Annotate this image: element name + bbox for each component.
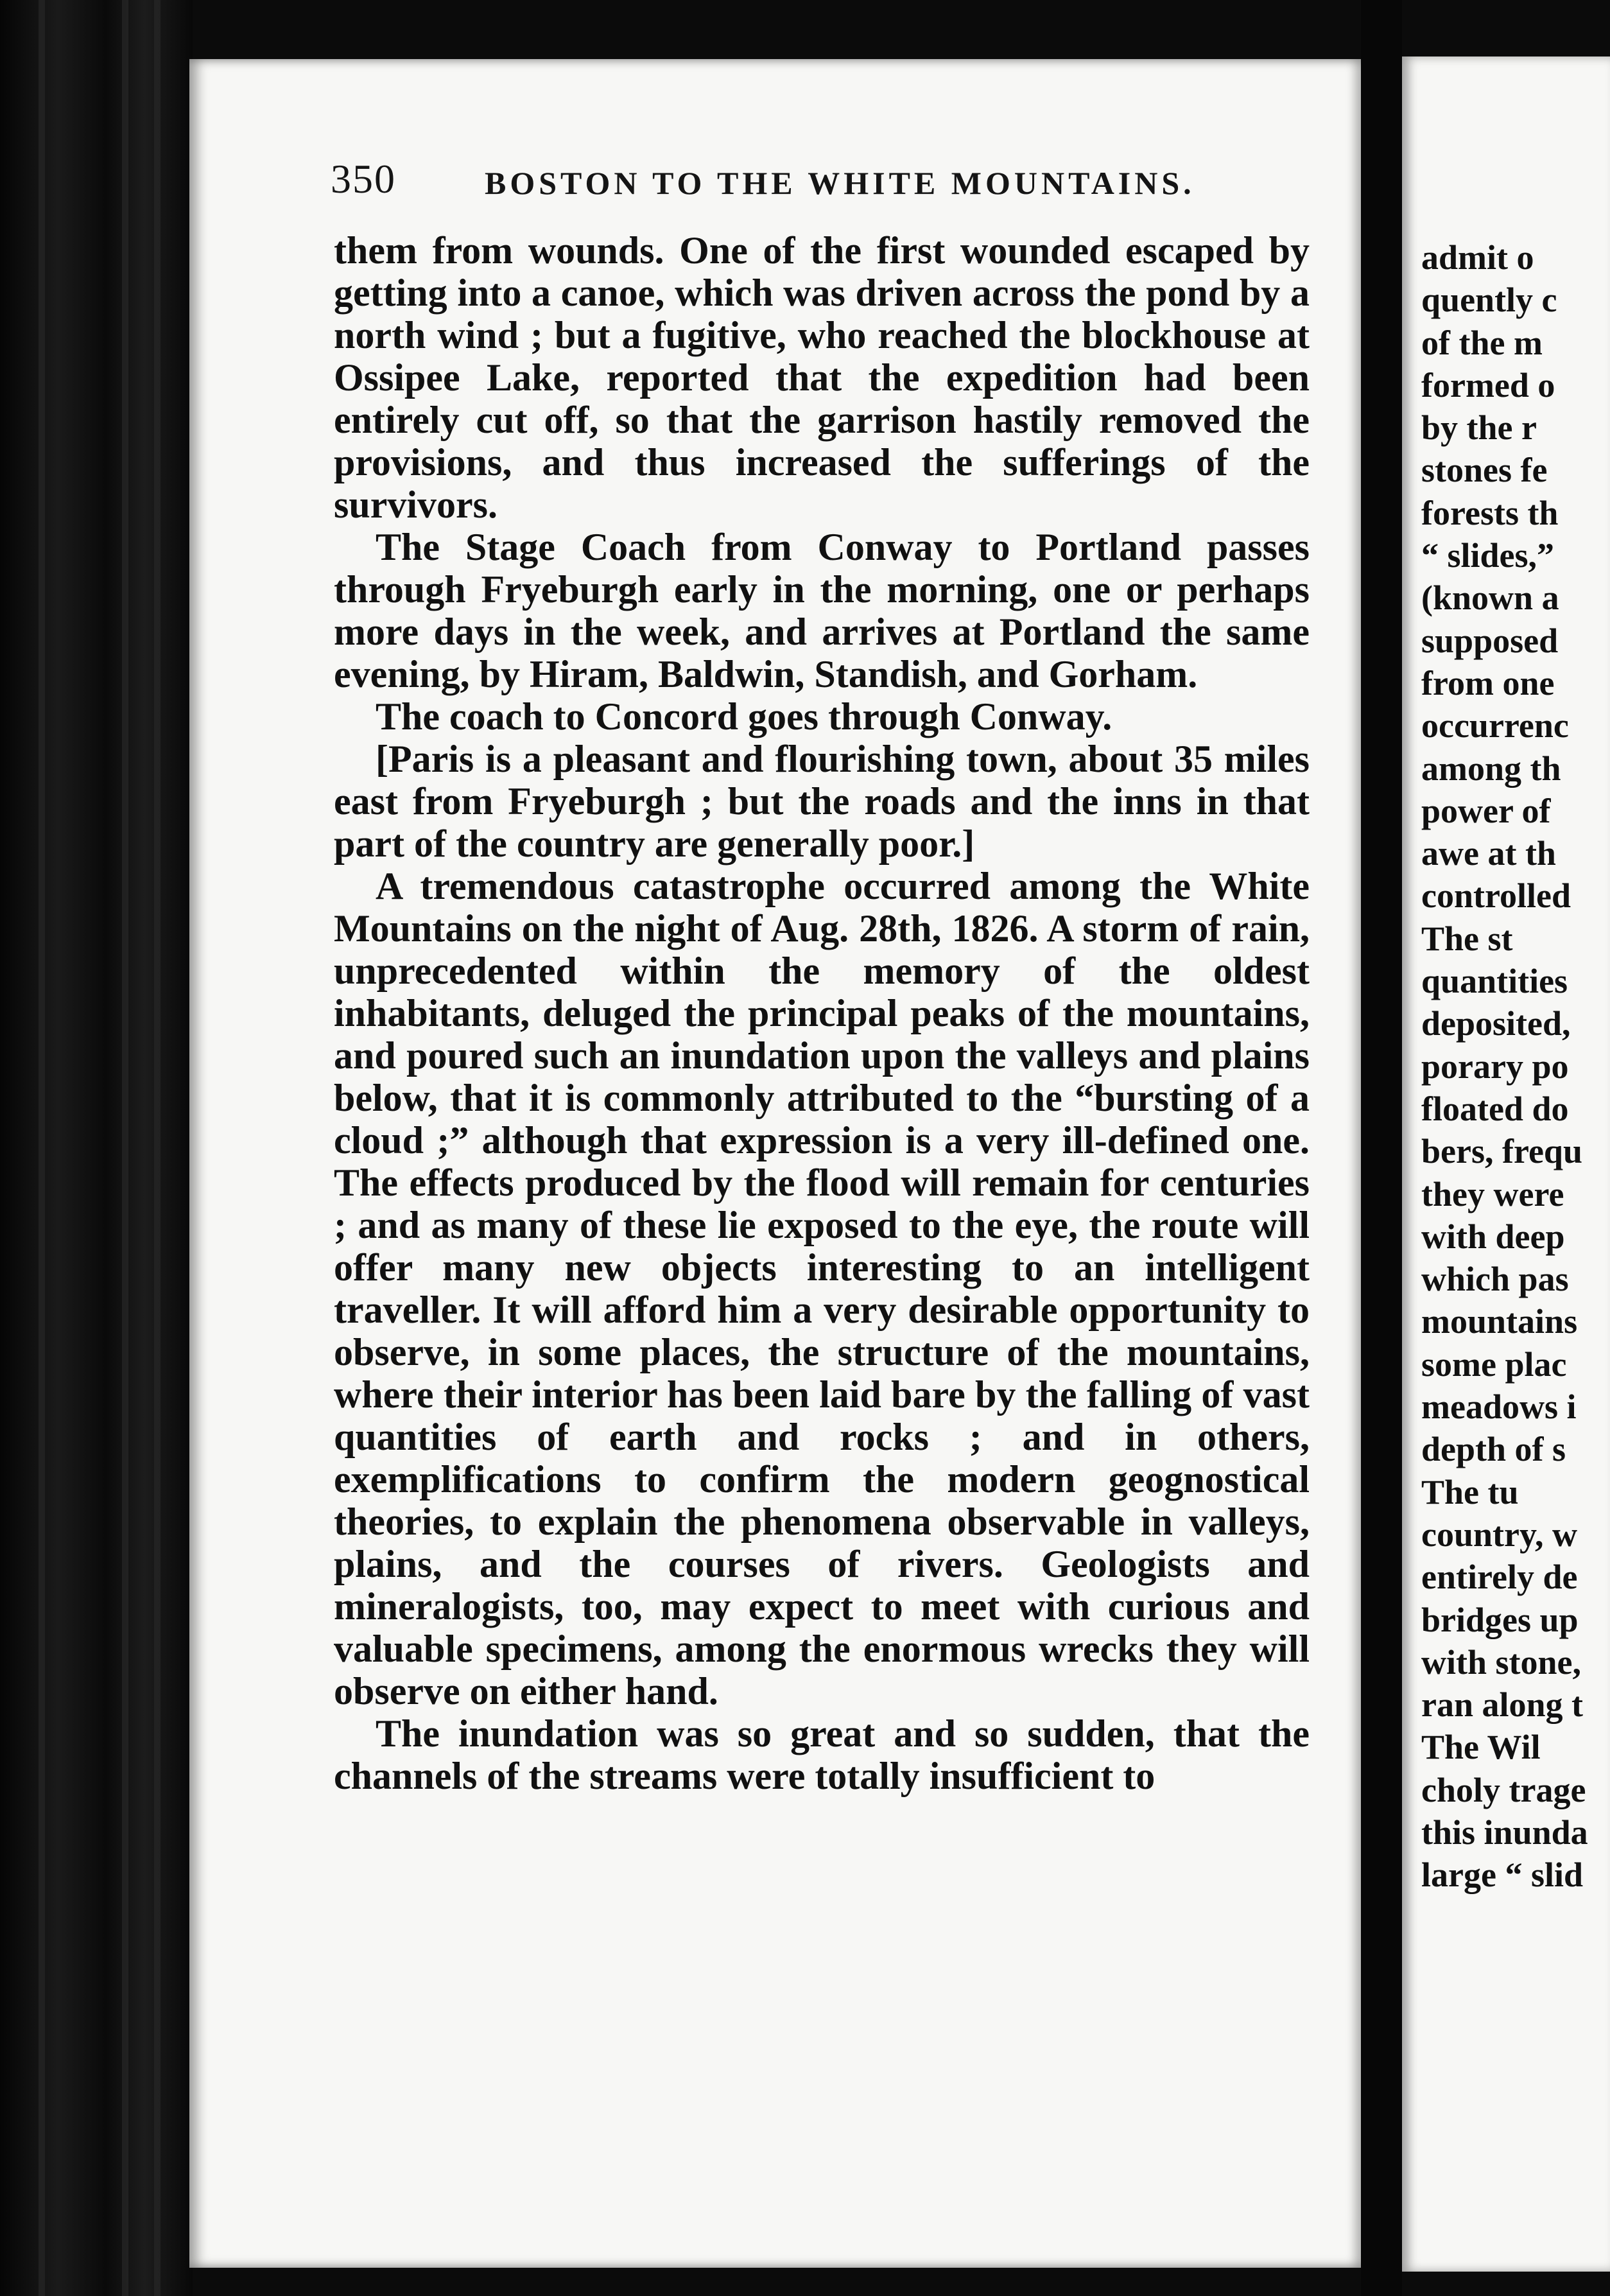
- text-line: controlled: [1421, 876, 1571, 916]
- paragraph: them from wounds. One of the first wounded escaped by getting into a canoe, which was driven across the pond by a north wind ; but a fugitive, who reached the blockhouse at Ossipee Lake, reported that the expedition had been entirely cut off, so that the garrison hastily removed the provisions, and thus increased the sufferings of the survivors.: [334, 229, 1310, 526]
- paragraph: The coach to Concord goes through Conway.: [376, 695, 1112, 738]
- text-line: stones fe: [1421, 451, 1548, 490]
- text-line: awe at th: [1421, 834, 1556, 873]
- text-line: among th: [1421, 749, 1561, 788]
- text-line: “ slides,”: [1421, 536, 1555, 575]
- text-line: deposited,: [1421, 1004, 1571, 1043]
- text-line: bers, frequ: [1421, 1132, 1582, 1171]
- text-line: this inunda: [1421, 1813, 1588, 1852]
- text-line: entirely de: [1421, 1558, 1578, 1597]
- book-binding: [0, 0, 193, 2296]
- text-line: floated do: [1421, 1089, 1569, 1128]
- text-line: (known a: [1421, 578, 1559, 618]
- text-line: forests th: [1421, 493, 1559, 532]
- body-text: [334, 229, 1310, 1797]
- text-line: with stone,: [1421, 1642, 1582, 1682]
- text-line: choly trage: [1421, 1770, 1586, 1809]
- page-gutter: [1361, 0, 1402, 2296]
- text-line: occurrenc: [1421, 706, 1569, 745]
- text-line: quently c: [1421, 281, 1557, 320]
- text-line: bridges up: [1421, 1600, 1579, 1639]
- text-line: The st: [1421, 919, 1513, 958]
- text-line: which pas: [1421, 1260, 1569, 1299]
- left-page: [189, 59, 1361, 2268]
- text-line: The Wil: [1421, 1728, 1541, 1767]
- binding-streak: [154, 0, 160, 2296]
- text-line: depth of s: [1421, 1430, 1566, 1469]
- text-line: from one: [1421, 663, 1555, 702]
- text-line: porary po: [1421, 1047, 1569, 1086]
- text-line: ran along t: [1421, 1685, 1584, 1725]
- right-page-text: [1421, 236, 1610, 1897]
- page-header: [331, 155, 1358, 226]
- binding-streak: [122, 0, 128, 2296]
- text-line: they were: [1421, 1174, 1564, 1213]
- text-line: formed o: [1421, 365, 1555, 404]
- text-line: admit o: [1421, 238, 1534, 277]
- text-line: some plac: [1421, 1344, 1567, 1384]
- text-line: large “ slid: [1421, 1856, 1583, 1895]
- paragraph: A tremendous catastrophe occurred among the White Mountains on the night of Aug. 28th, 1826. A storm of rain, unprecedented within the memory of the oldest inhabitants, deluged the principal peaks of the mountains, and poured such an inundation upon the valleys and plains below, that it is commonly attributed to the “bursting of a cloud ;” although that expression is a very ill-defined one. The effects produced by the flood will remain for centuries ; and as many of these lie exposed to the eye, the route will offer many new objects interesting to an intelligent traveller. It will afford him a very desirable opportunity to observe, in some places, the structure of the mountains, where their interior has been laid bare by the falling of vast quantities of earth and rocks ; and in others, exemplifications to confirm the modern geognostical theories, to explain the phenomena observable in valleys, plains, and the courses of rivers. Geologists and mineralogists, too, may expect to meet with curious and valuable specimens, among the enormous wrecks they will observe on either hand.: [334, 865, 1310, 1712]
- running-title: BOSTON TO THE WHITE MOUNTAINS.: [485, 165, 1195, 201]
- text-line: with deep: [1421, 1217, 1565, 1256]
- binding-streak: [39, 0, 45, 2296]
- page-number: 350: [331, 156, 396, 202]
- text-line: power of: [1421, 791, 1551, 830]
- right-page: [1402, 57, 1610, 2272]
- text-line: mountains: [1421, 1302, 1578, 1341]
- text-line: meadows i: [1421, 1387, 1577, 1427]
- text-line: of the m: [1421, 323, 1543, 362]
- paragraph: [Paris is a pleasant and flourishing town, about 35 miles east from Fryeburgh ; but the roads and the inns in that part of the country are generally poor.]: [334, 738, 1310, 865]
- paragraph: The inundation was so great and so sudden, that the channels of the streams were totally insufficient to: [334, 1712, 1310, 1797]
- text-line: by the r: [1421, 408, 1537, 448]
- text-line: The tu: [1421, 1472, 1519, 1511]
- paragraph: The Stage Coach from Conway to Portland passes through Fryeburgh early in the morning, one or perhaps more days in the week, and arrives at Portland the same evening, by Hiram, Baldwin, Standish, and Gorham.: [334, 526, 1310, 695]
- text-line: country, w: [1421, 1515, 1577, 1554]
- text-line: supposed: [1421, 621, 1559, 660]
- text-line: quantities: [1421, 962, 1568, 1001]
